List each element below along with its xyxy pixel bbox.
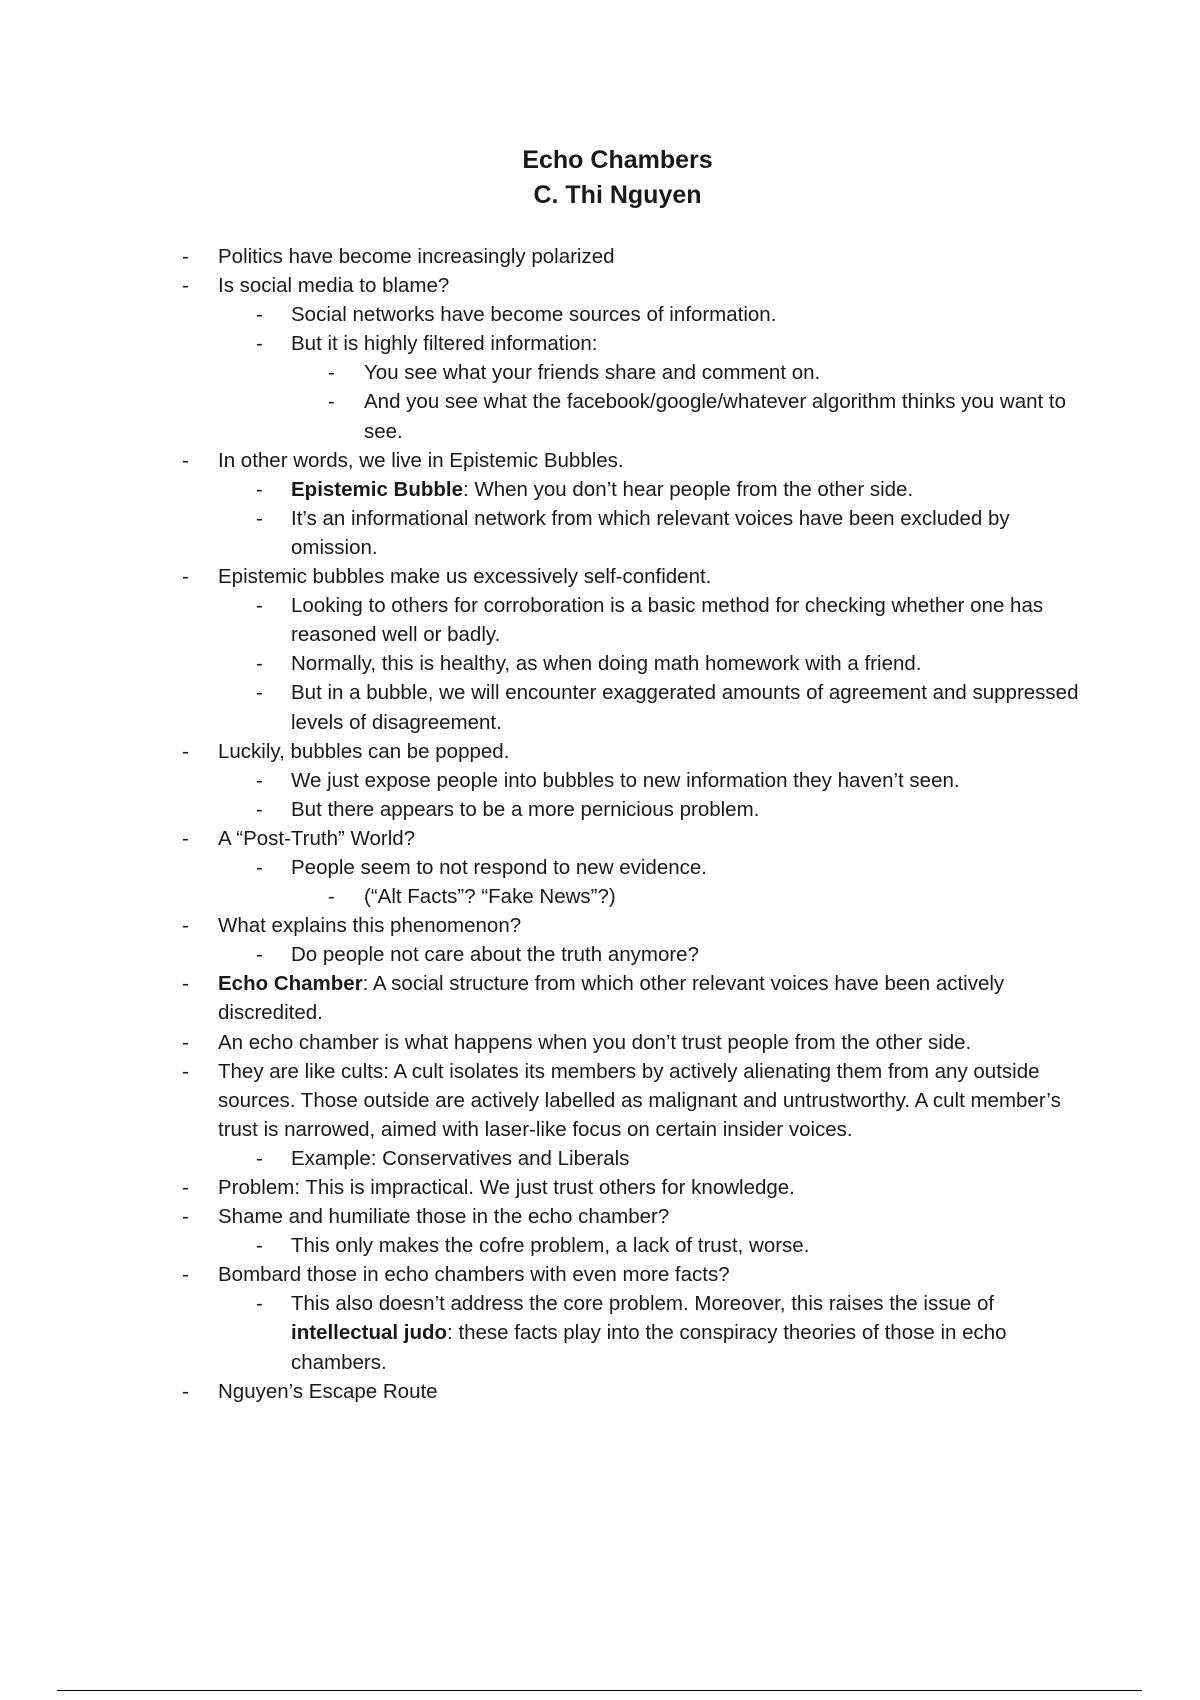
bullet-item-level-2 <box>0 766 1200 795</box>
document-author: C. Thi Nguyen <box>533 181 702 209</box>
bullet-text-part: : these facts play into the conspiracy theories of those in echo chambers. <box>291 1321 1007 1374</box>
bullet-text-part: People seem to not respond to new evidence. <box>291 855 707 879</box>
bullet-item-level-3 <box>0 358 1200 387</box>
bullet-dash-icon: - <box>256 594 263 618</box>
bullet-item-level-1 <box>0 1028 1200 1057</box>
bullet-dash-icon: - <box>256 943 263 967</box>
bullet-text-part: But in a bubble, we will encounter exaggerated amounts of agreement and suppressed levels of disagreement. <box>291 681 1079 734</box>
bullet-dash-icon: - <box>256 855 263 879</box>
bullet-item-level-2 <box>0 1144 1200 1173</box>
bullet-text-part: Is social media to blame? <box>218 274 450 298</box>
bullet-text <box>291 1147 629 1170</box>
bullet-text <box>218 1205 669 1228</box>
defined-term: Epistemic Bubble <box>291 477 464 501</box>
bullet-item-level-1 <box>0 562 1200 591</box>
bullet-text-part: And you see what the facebook/google/whatever algorithm thinks you want to see. <box>364 390 1066 443</box>
bullet-item-level-2 <box>0 1289 1200 1376</box>
bullet-text-part: : When you don’t hear people from the other side. <box>463 477 914 501</box>
bullet-dash-icon: - <box>182 1263 189 1287</box>
bullet-dash-icon: - <box>328 885 335 909</box>
bullet-item-level-1 <box>0 1173 1200 1202</box>
bullet-dash-icon: - <box>256 332 263 356</box>
bullet-text-part: Bombard those in echo chambers with even more facts? <box>218 1263 730 1287</box>
bullet-text-part: Problem: This is impractical. We just trust others for knowledge. <box>218 1176 795 1199</box>
bullet-text-part: Example: Conservatives and Liberals <box>291 1146 630 1170</box>
bullet-dash-icon: - <box>182 826 189 850</box>
bullet-item-level-2 <box>0 795 1200 824</box>
bullet-text-part: What explains this phenomenon? <box>218 914 522 938</box>
bullet-text-part: We just expose people into bubbles to new information they haven’t seen. <box>291 768 960 792</box>
bullet-dash-icon: - <box>182 565 189 589</box>
bullet-item-level-1 <box>0 969 1200 1027</box>
bullet-text-part: It’s an informational network from which relevant voices have been excluded by omission. <box>291 506 1010 559</box>
bullet-item-level-3 <box>0 387 1200 445</box>
bullet-item-level-2 <box>0 1231 1200 1260</box>
bullet-dash-icon: - <box>256 506 263 530</box>
bullet-text <box>291 798 759 821</box>
bullet-item-level-2 <box>0 649 1200 678</box>
bullet-dash-icon: - <box>328 390 335 414</box>
bullet-item-level-2 <box>0 853 1200 882</box>
bullet-item-level-1 <box>0 271 1200 300</box>
bullet-text-part: Social networks have become sources of information. <box>291 303 777 327</box>
footer-divider <box>57 1690 1142 1691</box>
bullet-text <box>291 769 960 792</box>
bullet-text-part: Nguyen’s Escape Route <box>218 1379 438 1403</box>
bullet-text-part: Do people not care about the truth anymore? <box>291 943 699 967</box>
bullet-text <box>218 1263 730 1286</box>
bullet-item-level-1 <box>0 446 1200 475</box>
bullet-text-part: Epistemic bubbles make us excessively self-confident. <box>218 565 712 589</box>
bullet-text <box>291 856 707 879</box>
bullet-dash-icon: - <box>256 681 263 705</box>
bullet-dash-icon: - <box>182 1030 189 1054</box>
bullet-text <box>218 449 624 472</box>
bullet-text <box>364 361 820 384</box>
bullet-item-level-1 <box>0 911 1200 940</box>
bullet-text <box>218 1031 971 1054</box>
bullet-text <box>364 390 1066 442</box>
bullet-text <box>218 914 521 937</box>
bullet-text <box>291 303 776 326</box>
bullet-dash-icon: - <box>182 1205 189 1229</box>
bullet-text <box>291 507 1010 559</box>
bullet-item-level-1 <box>0 737 1200 766</box>
bullet-text <box>218 245 615 268</box>
bullet-text-part: An echo chamber is what happens when you don’t trust people from the other side. <box>218 1030 972 1054</box>
bullet-item-level-1 <box>0 824 1200 853</box>
bullet-text <box>291 594 1043 646</box>
bullet-text-part: A “Post-Truth” World? <box>218 826 416 850</box>
bullet-dash-icon: - <box>256 1234 263 1258</box>
bullet-item-level-1 <box>0 1202 1200 1231</box>
bullet-item-level-2 <box>0 940 1200 969</box>
bullet-dash-icon: - <box>182 914 189 938</box>
bullet-dash-icon: - <box>256 797 263 821</box>
bullet-item-level-2 <box>0 329 1200 358</box>
bullet-text-part: : A social structure from which other relevant voices have been actively discredited. <box>218 972 1005 1025</box>
bullet-text <box>218 740 509 763</box>
bullet-dash-icon: - <box>182 739 189 763</box>
bullet-text-part: They are like cults: A cult isolates its members by actively alienating them from any outside sources. Those outside are actively labelled as malignant and untrustworthy. A cult member’s trust is narrowed, aimed with laser-like focus on certain insider voices. <box>218 1059 1061 1141</box>
bullet-dash-icon: - <box>256 303 263 327</box>
bullet-text-part: You see what your friends share and comment on. <box>364 361 821 385</box>
bullet-text <box>218 1380 438 1403</box>
defined-term: intellectual judo <box>291 1321 448 1345</box>
bullet-notes-list <box>0 242 1200 1406</box>
bullet-item-level-2 <box>0 504 1200 562</box>
bullet-text <box>218 274 449 297</box>
bullet-text <box>291 1234 809 1257</box>
bullet-text <box>218 565 711 588</box>
bullet-text-part: Politics have become increasingly polarized <box>218 245 615 268</box>
defined-term: Echo Chamber <box>218 972 363 996</box>
bullet-dash-icon: - <box>182 972 189 996</box>
bullet-item-level-1 <box>0 1260 1200 1289</box>
bullet-text <box>291 681 1078 733</box>
bullet-item-level-1 <box>0 1377 1200 1406</box>
bullet-item-level-2 <box>0 475 1200 504</box>
bullet-dash-icon: - <box>328 361 335 385</box>
bullet-item-level-3 <box>0 882 1200 911</box>
bullet-text <box>291 332 598 355</box>
bullet-text <box>218 1060 1061 1141</box>
bullet-dash-icon: - <box>256 1146 263 1170</box>
bullet-text-part: But there appears to be a more pernicious problem. <box>291 797 760 821</box>
bullet-text-part: Shame and humiliate those in the echo chamber? <box>218 1205 670 1229</box>
bullet-dash-icon: - <box>182 1379 189 1403</box>
bullet-dash-icon: - <box>256 477 263 501</box>
bullet-text <box>291 1292 1007 1373</box>
bullet-text-part: In other words, we live in Epistemic Bubbles. <box>218 448 624 472</box>
bullet-text-part: But it is highly filtered information: <box>291 332 598 356</box>
bullet-text <box>291 478 913 501</box>
bullet-text-part: Luckily, bubbles can be popped. <box>218 739 510 763</box>
bullet-text <box>364 885 616 908</box>
bullet-item-level-1 <box>0 1057 1200 1144</box>
bullet-dash-icon: - <box>182 274 189 298</box>
bullet-text <box>218 827 415 850</box>
bullet-text <box>291 943 699 966</box>
bullet-item-level-2 <box>0 591 1200 649</box>
bullet-text <box>291 652 921 675</box>
document-header <box>0 143 1200 213</box>
bullet-text <box>218 972 1004 1024</box>
bullet-text-part: This also doesn’t address the core problem. Moreover, this raises the issue of <box>291 1292 995 1316</box>
bullet-text-part: Normally, this is healthy, as when doing math homework with a friend. <box>291 652 922 676</box>
bullet-dash-icon: - <box>256 1292 263 1316</box>
bullet-dash-icon: - <box>182 245 189 268</box>
bullet-item-level-2 <box>0 678 1200 736</box>
bullet-dash-icon: - <box>256 652 263 676</box>
document-title: Echo Chambers <box>522 146 713 174</box>
bullet-text-part: This only makes the cofre problem, a lack of trust, worse. <box>291 1234 810 1258</box>
bullet-text-part: (“Alt Facts”? “Fake News”?) <box>364 885 616 909</box>
bullet-dash-icon: - <box>182 448 189 472</box>
bullet-text <box>218 1176 795 1199</box>
bullet-text-part: Looking to others for corroboration is a basic method for checking whether one has reasoned well or badly. <box>291 594 1044 647</box>
bullet-dash-icon: - <box>256 768 263 792</box>
bullet-dash-icon: - <box>182 1059 189 1083</box>
bullet-item-level-1 <box>0 242 1200 271</box>
bullet-dash-icon: - <box>182 1176 189 1199</box>
bullet-item-level-2 <box>0 300 1200 329</box>
